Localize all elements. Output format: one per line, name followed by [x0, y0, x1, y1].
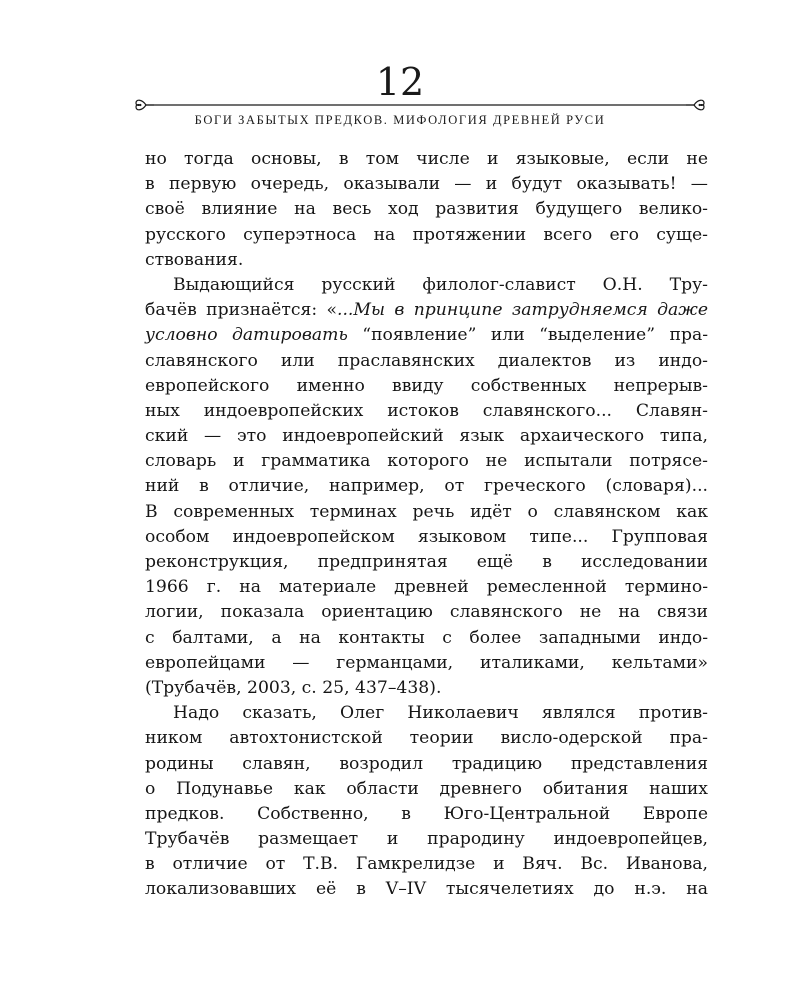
- text-run: бачёв признаётся: «: [145, 300, 337, 321]
- text-line: локализовавших её в V–IV тысячелетиях до н.э. на: [145, 879, 708, 900]
- body-text: [145, 147, 708, 903]
- flourish-right-icon: [686, 100, 704, 110]
- text-line: с балтами, а на контакты с более западными индо-: [145, 627, 708, 648]
- text-line: предков. Собственно, в Юго-Центральной Европе: [145, 803, 708, 824]
- text-line: особом индоевропейском языковом типе... Групповая: [145, 526, 708, 547]
- text-line: ных индоевропейских истоков славянского... Славян-: [145, 400, 708, 421]
- text-line: ником автохтонистской теории висло-одерской пра-: [145, 728, 708, 749]
- text-line: ский — это индоевропейский язык архаического типа,: [145, 426, 708, 447]
- text-line: родины славян, возродил традицию представления: [145, 753, 708, 774]
- text-line: В современных терминах речь идёт о славянском как: [145, 501, 708, 522]
- text-line: европейского именно ввиду собственных непрерыв-: [145, 375, 708, 396]
- flourish-left-icon: [136, 100, 154, 110]
- text-line: славянского или праславянских диалектов из индо-: [145, 350, 708, 371]
- text-line: словарь и грамматика которого не испытали потрясе-: [145, 451, 708, 472]
- text-run: “появление” или “выделение” пра-: [347, 325, 708, 346]
- text-line: (Трубачёв, 2003, с. 25, 437–438).: [145, 677, 442, 698]
- quote-italic: условно датировать: [145, 325, 348, 346]
- text-line: европейцами — германцами, италиками, кельтами»: [145, 652, 708, 673]
- text-line: реконструкция, предпринятая ещё в исследовании: [145, 552, 708, 572]
- text-line: ний в отличие, например, от греческого (словаря)...: [145, 476, 708, 497]
- text-line: но тогда основы, в том числе и языковые, если не: [145, 149, 708, 169]
- text-line: логии, показала ориентацию славянского не на связи: [145, 602, 708, 623]
- quote-italic: ...Мы в принципе затрудняемся даже: [337, 300, 708, 321]
- text-line: в отличие от Т.В. Гамкрелидзе и Вяч. Вс. Иванова,: [145, 854, 708, 875]
- text-line: [145, 298, 708, 323]
- text-line: ствования.: [145, 249, 244, 270]
- text-line: Трубачёв размещает и прародину индоевропейцев,: [145, 829, 708, 850]
- text-line: Надо сказать, Олег Николаевич являлся против-: [173, 703, 708, 724]
- text-line: своё влияние на весь ход развития будущего велико-: [145, 199, 708, 220]
- text-line: Выдающийся русский филолог-славист О.Н. Тру-: [173, 274, 708, 295]
- text-line: 1966 г. на материале древней ремесленной термино-: [145, 577, 708, 598]
- text-line: русского суперэтноса на протяжении всего его суще-: [145, 224, 708, 245]
- text-line: о Подунавье как области древнего обитания наших: [145, 778, 708, 799]
- text-line: [145, 323, 708, 348]
- text-line: в первую очередь, оказывали — и будут оказывать! —: [145, 174, 708, 195]
- running-head: БОГИ ЗАБЫТЫХ ПРЕДКОВ. МИФОЛОГИЯ ДРЕВНЕЙ РУСИ: [194, 113, 606, 127]
- page-number: 12: [375, 60, 425, 104]
